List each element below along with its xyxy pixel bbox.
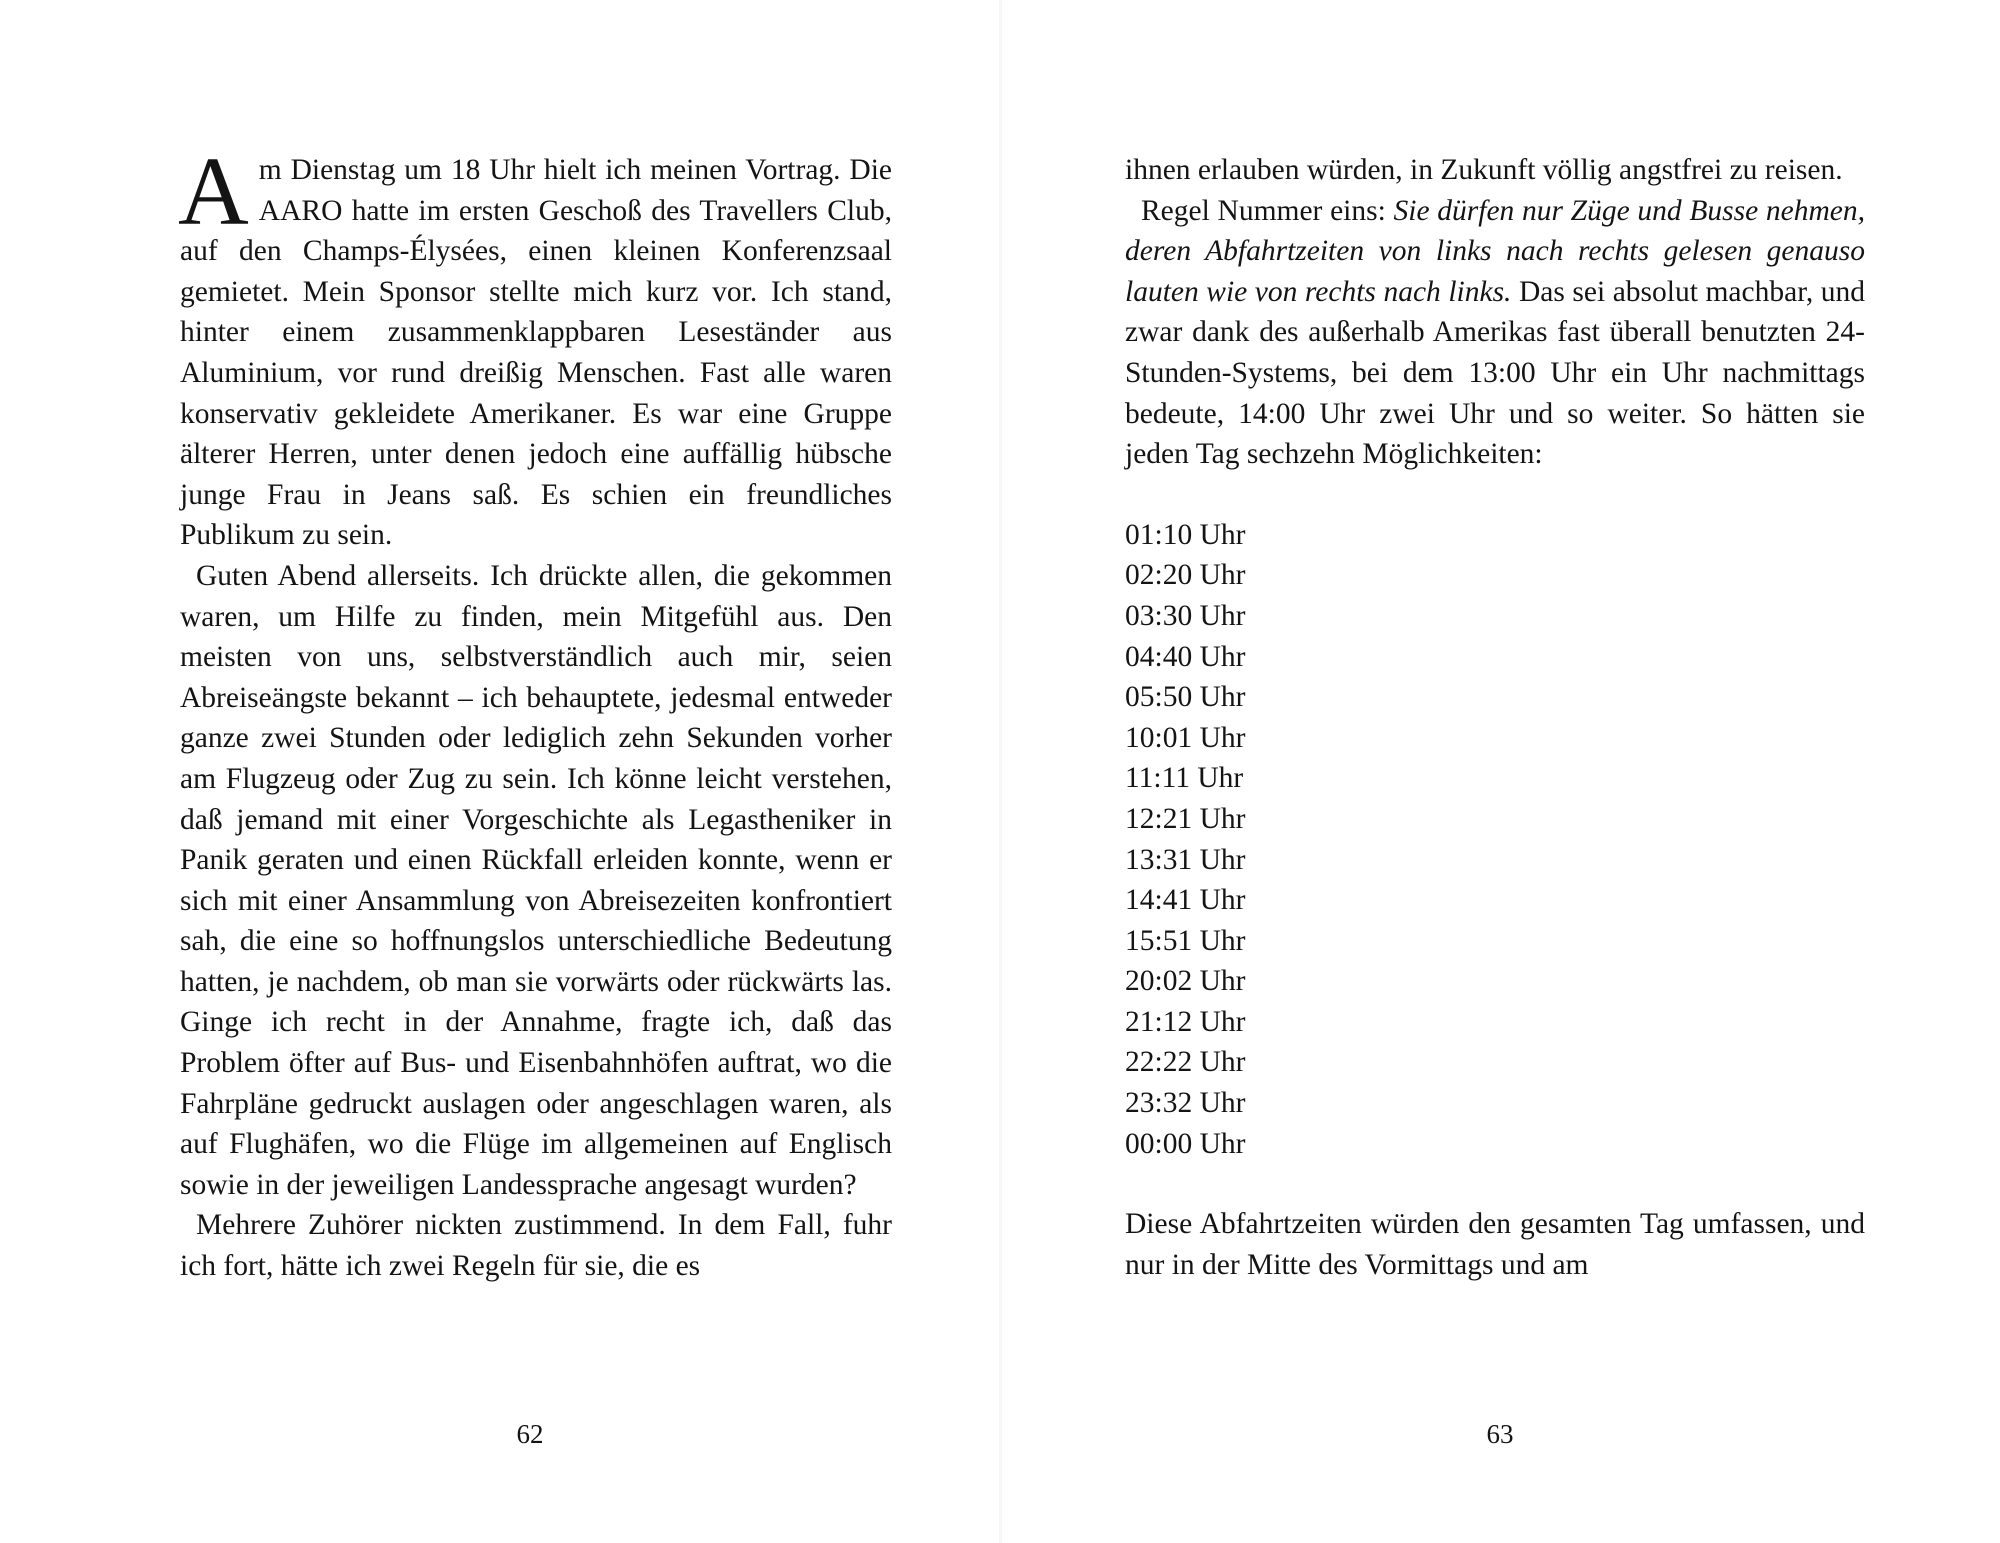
paragraph-1	[178, 138, 892, 556]
time-item: 22:22 Uhr	[1125, 1046, 1246, 1079]
time-item: 14:41 Uhr	[1125, 884, 1246, 917]
departure-times-list	[1125, 515, 1865, 1165]
closing-paragraph: Diese Abfahrtzeiten würden den gesamten Tag umfassen, und nur in der Mitte des Vormittags und am	[1125, 1208, 1865, 1281]
rule-paragraph	[1125, 191, 1865, 475]
time-item: 03:30 Uhr	[1125, 599, 1246, 632]
rule-intro: Regel Nummer eins:	[1141, 194, 1394, 227]
time-item: 05:50 Uhr	[1125, 681, 1246, 714]
rule-explanation: Das sei absolut machbar, und zwar dank des außerhalb Amerikas fast überall benutzten 24-Stunden-Systems, bei dem 13:00 Uhr ein Uhr nachmittags bedeute, 14:00 Uhr zwei Uhr und so weiter. So hätten sie jeden Tag sechzehn Möglichkeiten:	[1125, 275, 1865, 471]
time-item: 13:31 Uhr	[1125, 843, 1246, 876]
page-number-right: 63	[1486, 1419, 1514, 1449]
paragraph-2: Guten Abend allerseits. Ich drückte allen, die gekommen waren, um Hilfe zu finden, mein Mitgefühl aus. Den meisten von uns, selbstverständlich auch mir, seien Abreiseängste bekannt – ich behauptete, jedesmal entweder ganze zwei Stunden oder lediglich zehn Sekunden vorher am Flugzeug oder Zug zu sein. Ich könne leicht verstehen, daß jemand mit einer Vorgeschichte als Legastheniker in Panik geraten und einen Rückfall erleiden konnte, wenn er sich mit einer Ansammlung von Abreisezeiten konfrontiert sah, die eine so hoffnungslos unterschiedliche Bedeutung hatten, je nachdem, ob man sie vorwärts oder rückwärts las. Ginge ich recht in der Annahme, fragte ich, daß das Problem öfter auf Bus- und Eisenbahnhöfen auftrat, wo die Fahrpläne gedruckt auslagen oder angeschlagen waren, als auf Flughäfen, wo die Flüge im allgemeinen auf Englisch sowie in der jeweiligen Landessprache angesagt wurden?	[180, 559, 892, 1201]
paragraph-1-text: m Dienstag um 18 Uhr hielt ich meinen Vortrag. Die AARO hatte im ersten Geschoß des Travellers Club, auf den Champs-Élysées, einen kleinen Konferenzsaal gemietet. Mein Sponsor stellte mich kurz vor. Ich stand, hinter einem zusammenklappbaren Leseständer aus Aluminium, vor rund dreißig Menschen. Fast alle waren konservativ gekleidete Amerikaner. Es war eine Gruppe älterer Herren, unter denen jedoch eine auffällig hübsche junge Frau in Jeans saß. Es schien ein freundliches Publikum zu sein.	[180, 154, 892, 552]
time-item: 15:51 Uhr	[1125, 924, 1246, 957]
page-number-left: 62	[516, 1419, 544, 1449]
opening-paragraph: ihnen erlauben würden, in Zukunft völlig angstfrei zu reisen.	[1125, 154, 1843, 186]
time-item: 01:10 Uhr	[1125, 518, 1246, 551]
drop-cap: A	[178, 138, 249, 246]
time-item: 12:21 Uhr	[1125, 802, 1246, 835]
right-page	[1000, 0, 2000, 1543]
time-item: 11:11 Uhr	[1125, 762, 1244, 795]
time-item: 20:02 Uhr	[1125, 965, 1246, 998]
time-item: 02:20 Uhr	[1125, 559, 1246, 592]
left-page-text	[178, 138, 892, 1287]
paragraph-3: Mehrere Zuhörer nickten zustimmend. In dem Fall, fuhr ich fort, hätte ich zwei Regeln für sie, die es	[180, 1209, 892, 1283]
rule-italic-text: Sie dürfen nur Züge und Busse nehmen, deren Abfahrtzeiten von links nach rechts gelesen genauso lauten wie von rechts nach links.	[1125, 194, 1865, 308]
right-page-text	[1125, 150, 1865, 1285]
time-item: 04:40 Uhr	[1125, 640, 1246, 673]
time-item: 21:12 Uhr	[1125, 1005, 1246, 1038]
time-item: 00:00 Uhr	[1125, 1127, 1246, 1160]
time-item: 10:01 Uhr	[1125, 721, 1246, 754]
time-item: 23:32 Uhr	[1125, 1087, 1246, 1120]
